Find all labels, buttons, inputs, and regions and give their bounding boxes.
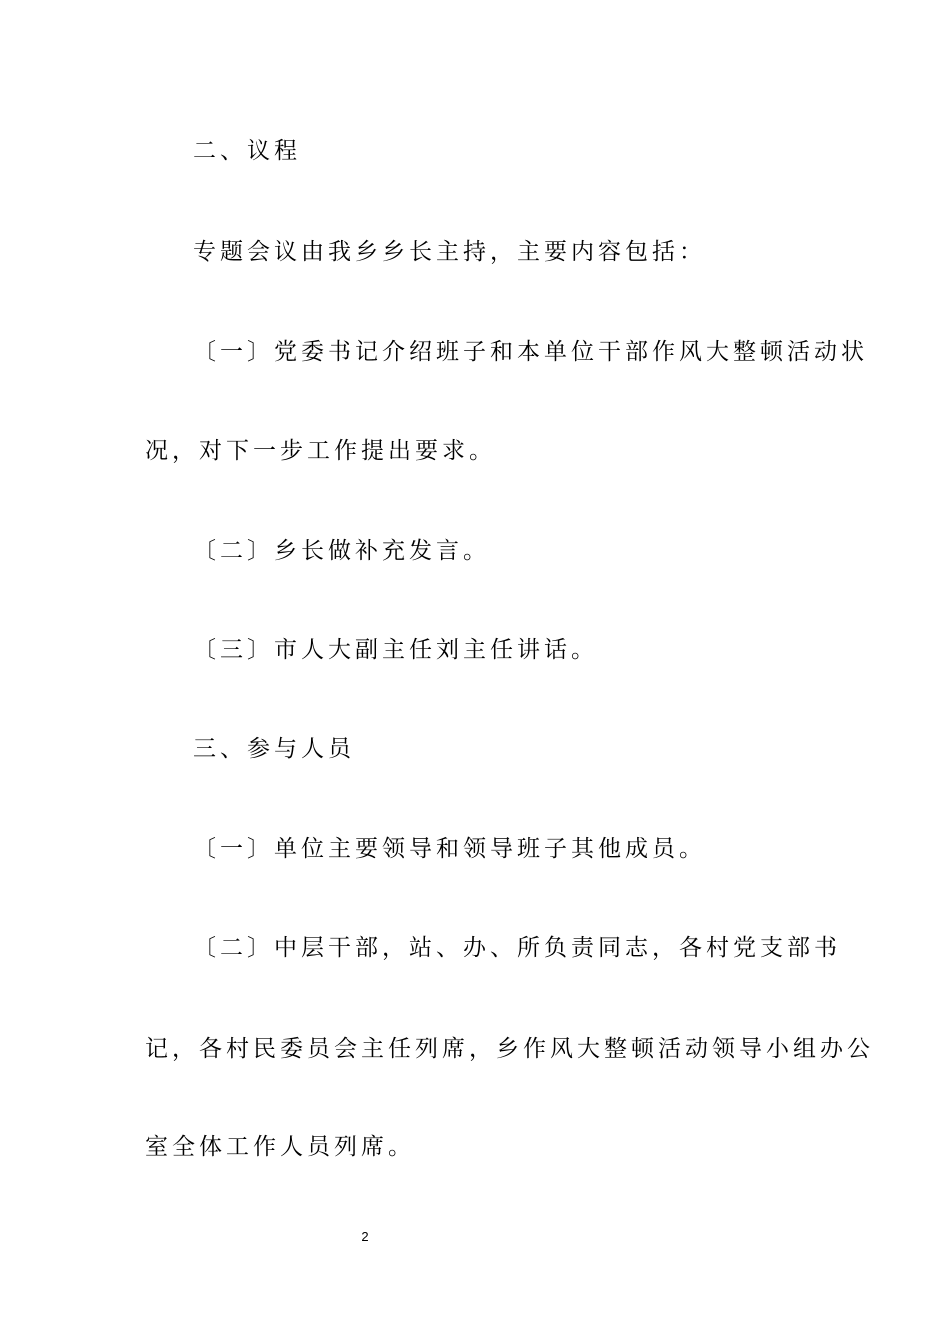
paragraph-line: 专题会议由我乡乡长主持，主要内容包括： xyxy=(193,239,706,265)
section-heading-agenda: 二、议程 xyxy=(193,138,301,164)
paragraph-line: 〔三〕市人大副主任刘主任讲话。 xyxy=(193,637,598,663)
paragraph-line: 〔二〕乡长做补充发言。 xyxy=(193,538,490,564)
paragraph-line: 〔一〕单位主要领导和领导班子其他成员。 xyxy=(193,836,706,862)
paragraph-line: 况，对下一步工作提出要求。 xyxy=(145,438,496,464)
section-heading-participants: 三、参与人员 xyxy=(193,736,355,762)
paragraph-line: 〔一〕党委书记介绍班子和本单位干部作风大整顿活动状 xyxy=(193,339,868,365)
paragraph-line: 室全体工作人员列席。 xyxy=(145,1134,415,1160)
paragraph-line: 〔二〕中层干部，站、办、所负责同志，各村党支部书 xyxy=(193,935,841,961)
paragraph-line: 记，各村民委员会主任列席，乡作风大整顿活动领导小组办公 xyxy=(145,1036,874,1062)
page-number: 2 xyxy=(361,1229,369,1244)
